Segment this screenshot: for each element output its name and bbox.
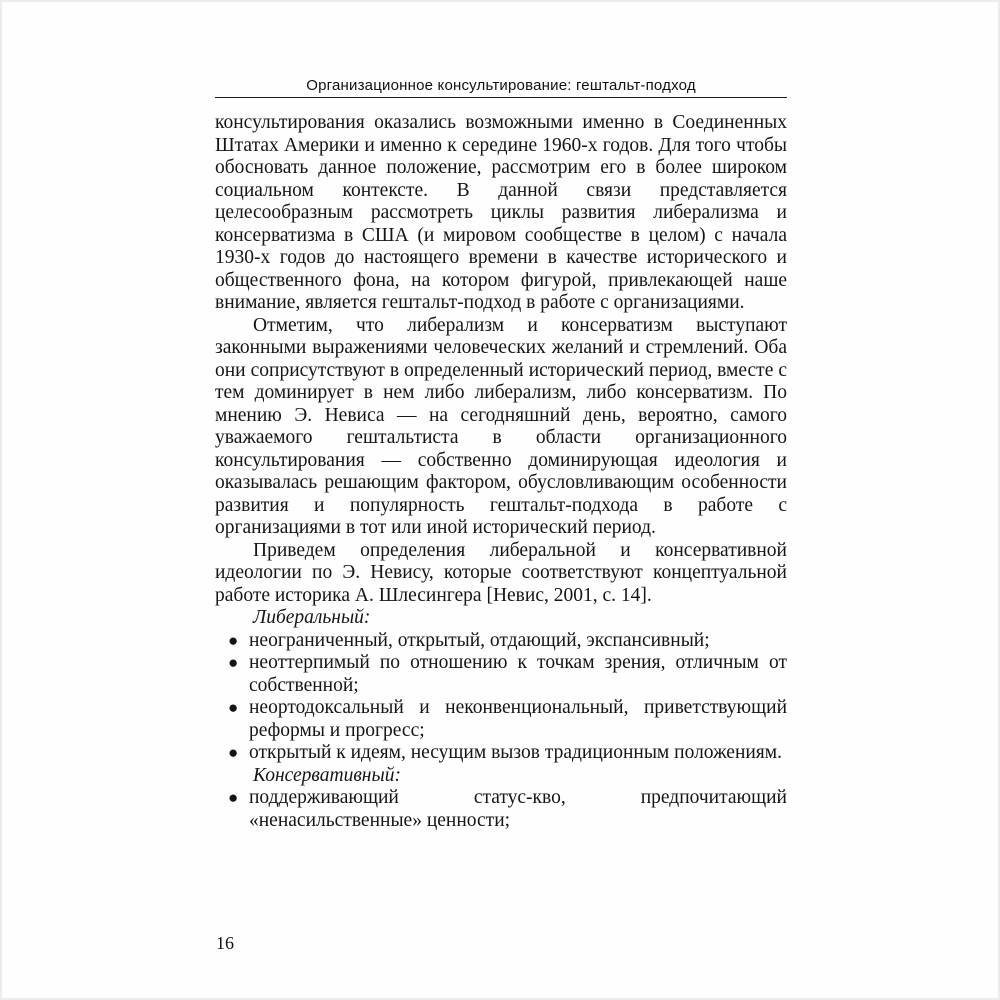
bullet-icon: ● xyxy=(228,698,239,717)
paragraph: Приведем определения либеральной и консервативной идеологии по Э. Невису, которые соответствуют концептуальной работе историка А. Шлесингера [Невис, 2001, с. 14]. xyxy=(215,539,787,606)
paragraph: консультирования оказались возможными именно в Соединенных Штатах Америки и именно к середине 1960-х годов. Для того чтобы обосновать данное положение, рассмотрим его в более широком социальном контексте. В данной связи представляется целесообразным рассмотреть циклы развития либерализма и консерватизма в США (и мировом сообществе в целом) с начала 1930-х годов до настоящего времени в качестве исторического и общественного фона, на котором фигурой, привлекающей наше внимание, является гештальт-подход в работе с организациями. xyxy=(215,112,787,313)
list-subheading: Консервативный: xyxy=(253,764,401,786)
bullet-text: неоттерпимый по отношению к точкам зрения, отличным от собственной; xyxy=(249,652,787,696)
bullet-item xyxy=(215,652,787,697)
bullet-icon: ● xyxy=(228,743,239,762)
bullet-text: открытый к идеям, несущим вызов традиционным положениям. xyxy=(249,742,782,763)
header-rule xyxy=(215,97,787,98)
bullet-icon: ● xyxy=(228,630,239,650)
bullet-item xyxy=(215,787,787,832)
bullet-text: неограниченный, открытый, отдающий, экспансивный; xyxy=(249,629,710,651)
list-subheading: Либеральный: xyxy=(253,607,371,628)
bullet-text: поддерживающий статус-кво, предпочитающий «ненасильственные» ценности; xyxy=(249,787,787,831)
bullet-text: неортодоксальный и неконвенциональный, приветствующий реформы и прогресс; xyxy=(249,697,787,741)
bullet-icon: ● xyxy=(228,653,239,672)
bullet-item xyxy=(215,697,787,742)
bullet-icon: ● xyxy=(228,788,239,807)
page-body xyxy=(215,112,787,832)
running-header xyxy=(215,77,787,94)
page-number: 16 xyxy=(216,933,234,953)
paragraph: Отметим, что либерализм и консерватизм выступают законными выражениями человеческих желаний и стремлений. Оба они соприсутствуют в определенный исторический период, вместе с тем доминирует в нем либо либерализм, либо консерватизм. По мнению Э. Невиса — на сегодняшний день, вероятно, самого уважаемого гештальтиста в области организационного консультирования — собственно доминирующая идеология и оказывалась решающим фактором, обусловливающим особенности развития и популярность гештальт-подхода в работе с организациями в тот или иной исторический период. xyxy=(215,314,787,538)
bullet-item xyxy=(215,742,787,765)
bullet-item xyxy=(215,630,787,653)
running-header-text: Организационное консультирование: гештальт-подход xyxy=(306,77,696,94)
